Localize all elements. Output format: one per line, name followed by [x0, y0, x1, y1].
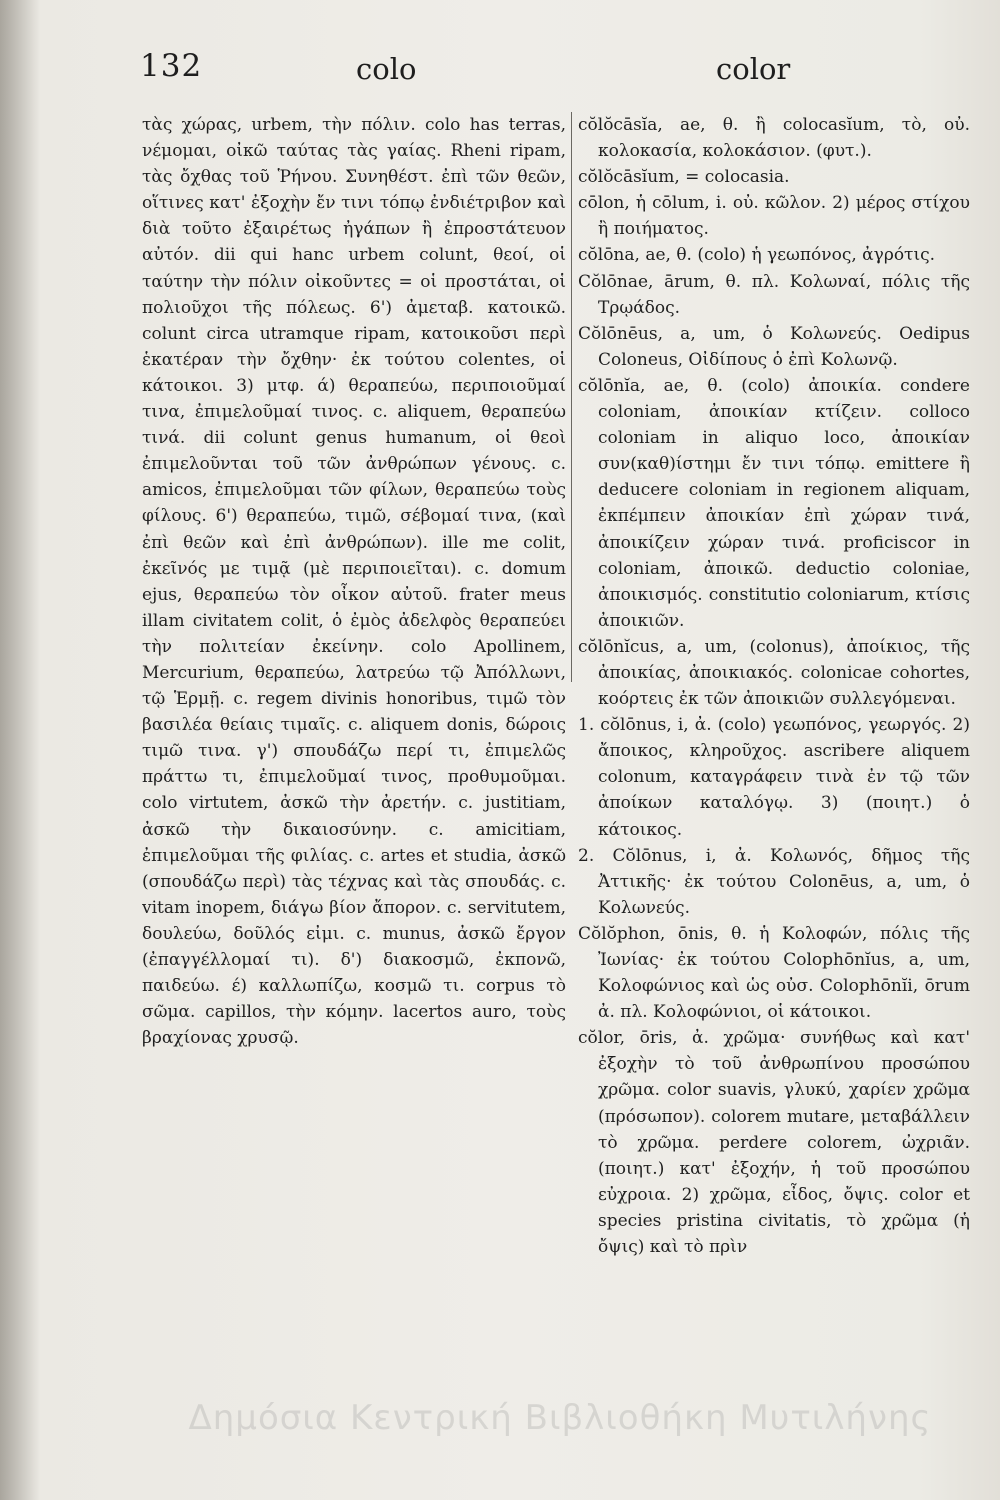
entry-colocasia: cŏlŏcāsĭa, ae, θ. ἢ colocasĭum, τὸ, οὐ. κολοκασία, κολοκάσιον. (φυτ.). — [578, 115, 970, 162]
right-column — [578, 112, 970, 1422]
entry-coloneus: Cŏlōnēus, a, um, ὁ Κολωνεύς. Oedipus Coloneus, Οἰδίπους ὁ ἐπὶ Κολωνῷ. — [578, 323, 970, 370]
library-watermark: Δημόσια Κεντρική Βιβλιοθήκη Μυτιλήνης — [188, 1398, 932, 1438]
entry-colo-continued: τὰς χώρας, urbem, τὴν πόλιν. colo has terras, νέμομαι, οἰκῶ ταύτας τὰς γαίας. Rheni ripam, τὰς ὄχθας τοῦ Ῥήνου. Συνηθέστ. ἐπὶ τῶν θεῶν, οἵτινες κατ' ἐξοχὴν ἔν τινι τόπῳ ἐνδιέτριβον καὶ διὰ τοῦτο ἐξαιρέτως ἠγάπων ἢ ἐπροστάτευον αὐτόν. dii qui hanc urbem colunt, θεοί, οἱ ταύτην τὴν πόλιν οἰκοῦντες = οἱ προστάται, οἱ πολιοῦχοι τῆς πόλεως. 6') ἀμεταβ. κατοικῶ. colunt circa utramque ripam, κατοικοῦσι περὶ ἑκατέραν τὴν ὄχθην· ἐκ τούτου colentes, οἱ κάτοικοι. 3) μτφ. ά) θεραπεύω, περιποιοῦμαί τινα, ἐπιμελοῦμαί τινος. c. aliquem, θεραπεύω τινά. dii colunt genus humanum, οἱ θεοὶ ἐπιμελοῦνται τοῦ τῶν ἀνθρώπων γένους. c. amicos, ἐπιμελοῦμαι τῶν φίλων, θεραπεύω τοὺς φίλους. 6') θεραπεύω, τιμῶ, σέβομαί τινα, (καὶ ἐπὶ θεῶν καὶ ἐπὶ ἀνθρώπων). ille me colit, ἐκεῖνός με τιμᾷ (μὲ περιποιεῖται). c. domum ejus, θεραπεύω τὸν οἶκον αὐτοῦ. frater meus illam civitatem colit, ὁ ἐμὸς ἀδελφὸς θεραπεύει τὴν πολιτείαν ἐκείνην. colo Apollinem, Mercurium, θεραπεύω, λατρεύω τῷ Ἀπόλλωνι, τῷ Ἑρμῇ. c. regem divinis honoribus, τιμῶ τὸν βασιλέα θείαις τιμαῖς. c. aliquem donis, δώροις τιμῶ τινα. γ') σπουδάζω περί τι, ἐπιμελῶς πράττω τι, ἐπιμελοῦμαί τινος, προθυμοῦμαι. colo virtutem, ἀσκῶ τὴν ἀρετήν. c. justitiam, ἀσκῶ τὴν δικαιοσύνην. c. amicitiam, ἐπιμελοῦμαι τῆς φιλίας. c. artes et studia, ἀσκῶ (σπουδάζω περὶ) τὰς τέχνας καὶ τὰς σπουδάς. c. vitam inopem, διάγω βίον ἄπορον. c. servitutem, δουλεύω, δοῦλός εἰμι. c. munus, ἀσκῶ ἔργον (ἐπαγγέλλομαί τι). δ') διακοσμῶ, ἐκπονῶ, παιδεύω. έ) καλλωπίζω, κοσμῶ τι. corpus τὸ σῶμα. capillos, τὴν κόμην. lacertos auro, τοὺς βραχίονας χρυσῷ. — [142, 115, 566, 1049]
column-divider — [571, 112, 572, 682]
entry-colonus-1: 1. cŏlōnus, i, ἀ. (colo) γεωπόνος, γεωργός. 2) ἄποικος, κληροῦχος. ascribere aliquem colonum, καταγράφειν τινὰ ἐν τῷ τῶν ἀποίκων καταλόγῳ. 3) (ποιητ.) ὁ κάτοικος. — [578, 715, 970, 840]
page-number: 132 — [140, 48, 203, 84]
entry-colonicus: cŏlōnĭcus, a, um, (colonus), ἀποίκιος, τῆς ἀποικίας, ἀποικιακός. colonicae cohortes, κοόρτεις ἐκ τῶν ἀποικιῶν συλλεγόμεναι. — [578, 636, 970, 710]
binding-shadow — [0, 0, 40, 1500]
entry-colonae: Cŏlōnae, ārum, θ. πλ. Κολωναί, πόλις τῆς Τρῳάδος. — [578, 271, 970, 318]
running-head — [0, 48, 1000, 108]
entry-colonia: cŏlōnĭa, ae, θ. (colo) ἀποικία. condere coloniam, ἀποικίαν κτίζειν. colloco coloniam in aliquo loco, ἀποικίαν συν(καθ)ίστημι ἔν τινι τόπῳ. emittere ἢ deducere coloniam in regionem aliquam, ἐκπέμπειν ἀποικίαν ἐπὶ χώραν τινά, ἀποικίζειν χώραν τινά. proficiscor in coloniam, ἀποικῶ. deductio coloniae, ἀποικισμός. constitutio coloniarum, κτίσις ἀποικιῶν. — [578, 375, 970, 631]
entry-colon: cōlon, ἡ cōlum, i. οὐ. κῶλον. 2) μέρος στίχου ἢ ποιήματος. — [578, 193, 970, 240]
headword-right: color — [716, 52, 791, 86]
entry-color: cŏlor, ōris, ἀ. χρῶμα· συνήθως καὶ κατ' ἐξοχὴν τὸ τοῦ ἀνθρωπίνου προσώπου χρῶμα. color suavis, γλυκύ, χαρίεν χρῶμα (πρόσωπον). colorem mutare, μεταβάλλειν τὸ χρῶμα. perdere colorem, ὠχριᾶν. (ποιητ.) κατ' ἐξοχήν, ἡ τοῦ προσώπου εὐχροια. 2) χρῶμα, εἶδος, ὄψις. color et species pristina civitatis, τὸ χρῶμα (ἡ ὄψις) καὶ τὸ πρὶν — [578, 1028, 970, 1258]
entry-colophon: Cŏlŏphon, ōnis, θ. ἡ Κολοφών, πόλις τῆς Ἰωνίας· ἐκ τούτου Colophōnĭus, a, um, Κολοφώνιος καὶ ὡς οὐσ. Colophōnĭi, ōrum ἀ. πλ. Κολοφώνιοι, οἱ κάτοικοι. — [578, 923, 970, 1023]
entry-colocasium: cŏlŏcāsĭum, = colocasia. — [578, 167, 790, 188]
entry-colonus-2: 2. Cŏlōnus, i, ἀ. Κολωνός, δῆμος τῆς Ἀττικῆς· ἐκ τούτου Colonēus, a, um, ὁ Κολωνεύς. — [578, 845, 970, 918]
headword-left: colo — [356, 52, 417, 86]
entry-colona: cŏlōna, ae, θ. (colo) ἡ γεωπόνος, ἀγρότις. — [578, 245, 936, 266]
left-column — [142, 112, 566, 1412]
